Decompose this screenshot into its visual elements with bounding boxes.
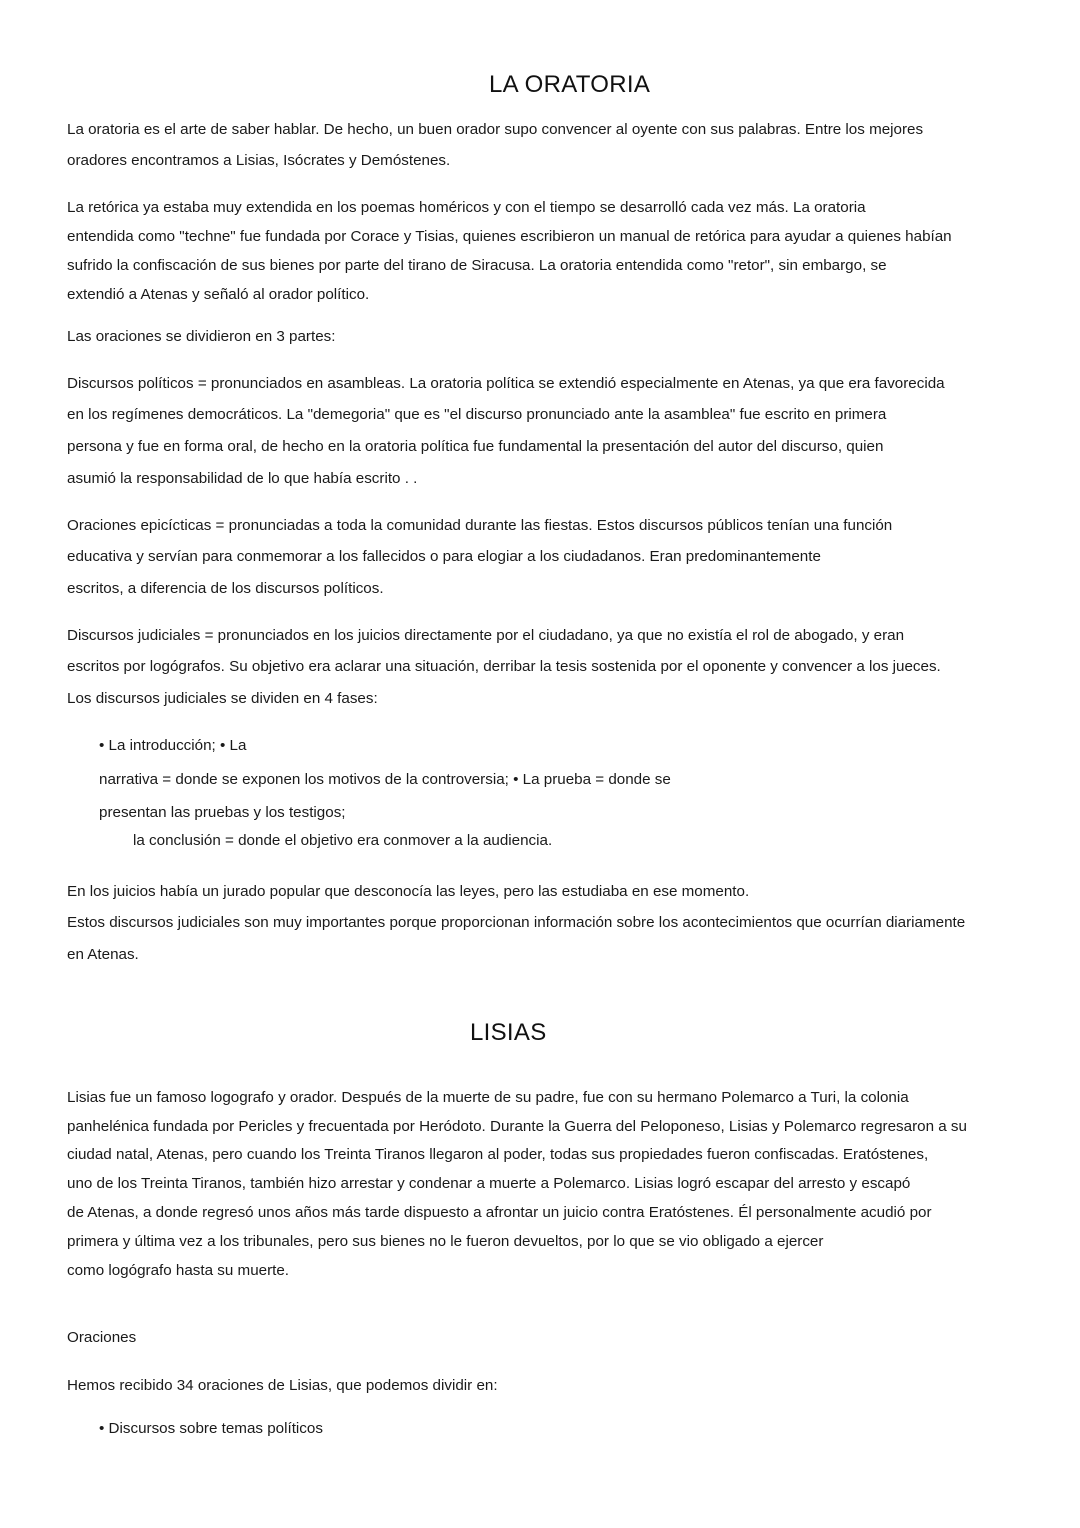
lisias-line-3: ciudad natal, Atenas, pero cuando los Treinta Tiranos llegaron al poder, todas sus propiedades fueron confiscadas. Eratóstenes, <box>67 1146 929 1163</box>
bullet-discursos-politicos: • Discursos sobre temas políticos <box>99 1420 323 1437</box>
lisias-line-7: como logógrafo hasta su muerte. <box>67 1262 290 1279</box>
epicicticas-line-3: escritos, a diferencia de los discursos políticos. <box>67 580 384 597</box>
title-la-oratoria: LA ORATORIA <box>489 71 651 98</box>
jurado-line-3: en Atenas. <box>67 946 139 963</box>
lisias-line-6: primera y última vez a los tribunales, pero sus bienes no le fueron devueltos, por lo que se vio obligado a ejercer <box>67 1233 824 1250</box>
intro-line-1: La oratoria es el arte de saber hablar. De hecho, un buen orador supo convencer al oyente con sus palabras. Entre los mejores <box>67 121 924 138</box>
judiciales-line-1: Discursos judiciales = pronunciados en los juicios directamente por el ciudadano, ya que no existía el rol de abogado, y eran <box>67 627 905 644</box>
politicos-line-3: persona y fue en forma oral, de hecho en la oratoria política fue fundamental la presentación del autor del discurso, quien <box>67 438 884 455</box>
fases-line-1: • La introducción; • La <box>99 737 247 754</box>
epicicticas-line-2: educativa y servían para conmemorar a los fallecidos o para elogiar a los ciudadanos. Eran predominantemente <box>67 548 821 565</box>
lisias-line-5: de Atenas, a donde regresó unos años más tarde dispuesto a afrontar un juicio contra Eratóstenes. Él personalmente acudió por <box>67 1204 932 1221</box>
judiciales-line-2: escritos por logógrafos. Su objetivo era aclarar una situación, derribar la tesis sostenida por el oponente y convencer a los jueces. <box>67 658 941 675</box>
judiciales-line-3: Los discursos judiciales se dividen en 4 fases: <box>67 690 378 707</box>
politicos-line-1: Discursos políticos = pronunciados en asambleas. La oratoria política se extendió especialmente en Atenas, ya que era favorecida <box>67 375 945 392</box>
fases-line-2: narrativa = donde se exponen los motivos de la controversia; • La prueba = donde se <box>99 771 671 788</box>
lisias-line-4: uno de los Treinta Tiranos, también hizo arrestar y condenar a muerte a Polemarco. Lisias logró escapar del arresto y escapó <box>67 1175 911 1192</box>
oraciones-heading: Oraciones <box>67 1329 137 1346</box>
retorica-line-4: extendió a Atenas y señaló al orador político. <box>67 286 370 303</box>
recibido-line: Hemos recibido 34 oraciones de Lisias, que podemos dividir en: <box>67 1377 498 1394</box>
retorica-line-1: La retórica ya estaba muy extendida en los poemas homéricos y con el tiempo se desarrolló cada vez más. La oratoria <box>67 199 866 216</box>
retorica-line-3: sufrido la confiscación de sus bienes por parte del tirano de Siracusa. La oratoria entendida como "retor", sin embargo, se <box>67 257 887 274</box>
intro-line-2: oradores encontramos a Lisias, Isócrates y Demóstenes. <box>67 152 451 169</box>
title-lisias: LISIAS <box>470 1019 547 1046</box>
politicos-line-4: asumió la responsabilidad de lo que había escrito . . <box>67 470 418 487</box>
politicos-line-2: en los regímenes democráticos. La "demegoria" que es "el discurso pronunciado ante la asamblea" fue escrito en primera <box>67 406 887 423</box>
fases-line-4: la conclusión = donde el objetivo era conmover a la audiencia. <box>133 832 553 849</box>
partes-line: Las oraciones se dividieron en 3 partes: <box>67 328 336 345</box>
jurado-line-1: En los juicios había un jurado popular que desconocía las leyes, pero las estudiaba en ese momento. <box>67 883 750 900</box>
lisias-line-1: Lisias fue un famoso logografo y orador. Después de la muerte de su padre, fue con su hermano Polemarco a Turi, la colonia <box>67 1089 909 1106</box>
retorica-line-2: entendida como "techne" fue fundada por Corace y Tisias, quienes escribieron un manual de retórica para ayudar a quienes habían <box>67 228 952 245</box>
jurado-line-2: Estos discursos judiciales son muy importantes porque proporcionan información sobre los acontecimientos que ocurrían diariamente <box>67 914 966 931</box>
epicicticas-line-1: Oraciones epicícticas = pronunciadas a toda la comunidad durante las fiestas. Estos discursos públicos tenían una función <box>67 517 893 534</box>
lisias-line-2: panhelénica fundada por Pericles y frecuentada por Heródoto. Durante la Guerra del Peloponeso, Lisias y Polemarco regresaron a su <box>67 1118 967 1135</box>
fases-line-3: presentan las pruebas y los testigos; <box>99 804 346 821</box>
